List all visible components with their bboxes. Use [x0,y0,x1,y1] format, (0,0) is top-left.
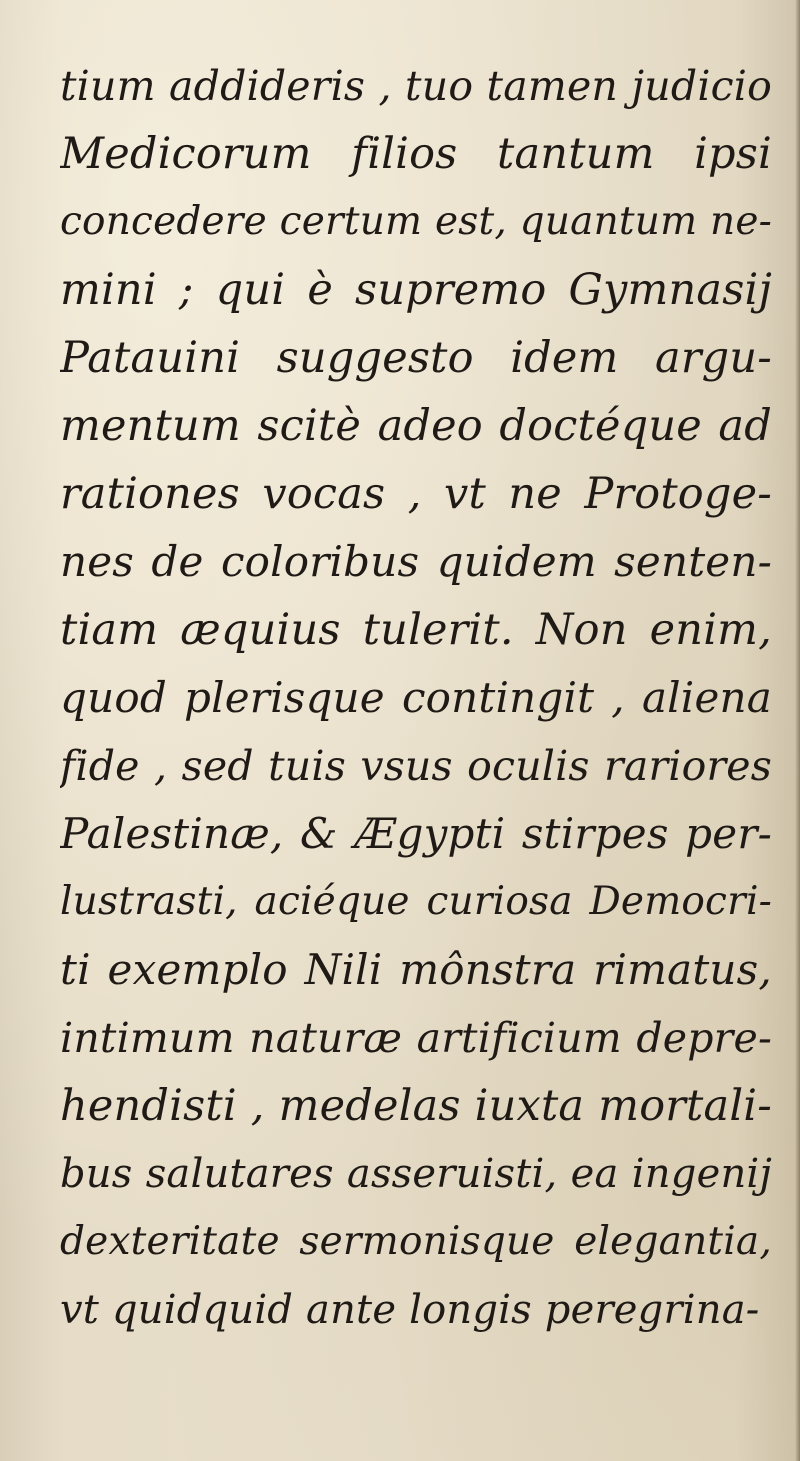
text-line-13: lustrasti, aciéque curiosa Democri- [60,879,772,924]
text-line-3: concedere certum est, quantum ne- [60,199,772,244]
text-line-18: dexteritate sermonisque elegantia, [60,1219,772,1264]
text-line-16: hendisti , medelas iuxta mortali- [60,1081,772,1131]
text-line-17: bus salutares asseruisti, ea ingenij [60,1151,772,1197]
latin-text-block [60,52,772,1344]
page-edge-shadow [795,0,800,1461]
text-line-11: fide , sed tuis vsus oculis rariores [60,742,772,790]
text-line-10: quod plerisque contingit , aliena [60,673,772,722]
text-line-9: tiam æquius tulerit. Non enim, [60,605,772,655]
text-line-1: tium addideris , tuo tamen judicio [60,62,772,110]
text-line-6: mentum scitè adeo doctéque ad [60,401,772,451]
text-line-19: vt quidquid ante longis peregrina- [60,1287,760,1333]
text-line-2: Medicorum filios tantum ipsi [60,129,772,179]
text-line-14: ti exemplo Nili mônstra rimatus, [60,945,772,994]
text-line-4: mini ; qui è supremo Gymnasij [60,265,772,315]
text-line-12: Palestinæ, & Ægypti stirpes per- [60,809,772,858]
text-line-7: rationes vocas , vt ne Protoge- [60,469,772,519]
text-line-5: Patauini suggesto idem argu- [60,333,772,383]
text-line-15: intimum naturæ artificium depre- [60,1014,772,1062]
text-line-8: nes de coloribus quidem senten- [60,537,772,586]
